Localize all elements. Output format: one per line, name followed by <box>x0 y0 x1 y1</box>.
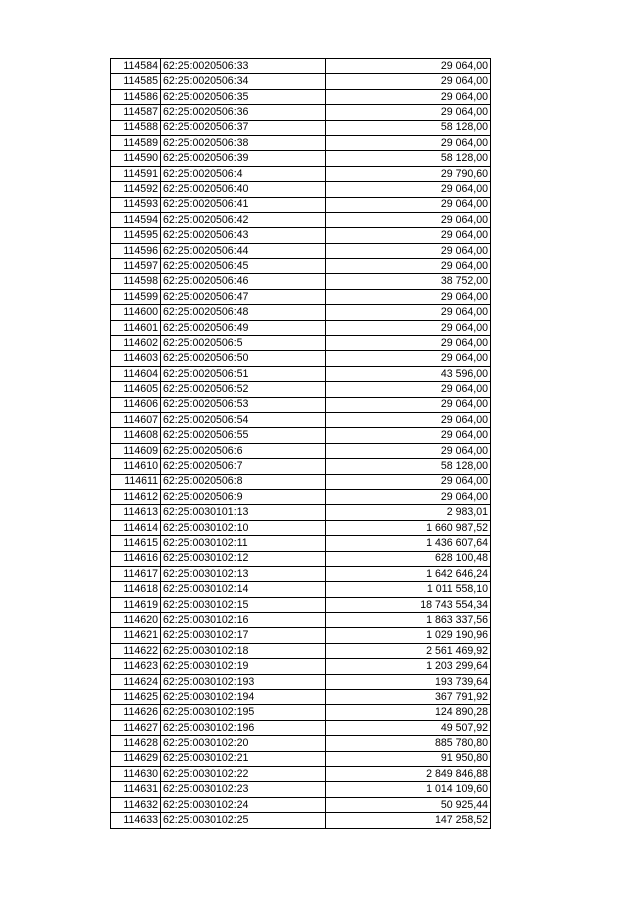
cadastral-number-cell: 62:25:0020506:36 <box>161 105 326 120</box>
row-number-cell: 114617 <box>111 566 161 581</box>
cadastral-value-cell: 58 128,00 <box>326 151 491 166</box>
row-number-cell: 114619 <box>111 597 161 612</box>
table-row <box>111 628 491 643</box>
cadastral-value-cell: 29 064,00 <box>326 105 491 120</box>
row-number-cell: 114595 <box>111 228 161 243</box>
row-number-cell: 114632 <box>111 797 161 812</box>
cadastral-value-cell: 1 436 607,64 <box>326 536 491 551</box>
table-row <box>111 59 491 74</box>
cadastral-number-cell: 62:25:0030102:23 <box>161 782 326 797</box>
table-row <box>111 766 491 781</box>
table-row <box>111 736 491 751</box>
row-number-cell: 114604 <box>111 366 161 381</box>
cadastral-value-cell: 124 890,28 <box>326 705 491 720</box>
row-number-cell: 114596 <box>111 243 161 258</box>
cadastral-number-cell: 62:25:0020506:48 <box>161 305 326 320</box>
row-number-cell: 114609 <box>111 443 161 458</box>
row-number-cell: 114602 <box>111 336 161 351</box>
cadastral-value-cell: 29 064,00 <box>326 182 491 197</box>
table-row <box>111 120 491 135</box>
cadastral-value-cell: 29 064,00 <box>326 382 491 397</box>
row-number-cell: 114624 <box>111 674 161 689</box>
row-number-cell: 114626 <box>111 705 161 720</box>
cadastral-value-cell: 2 561 469,92 <box>326 643 491 658</box>
cadastral-number-cell: 62:25:0030102:14 <box>161 582 326 597</box>
row-number-cell: 114593 <box>111 197 161 212</box>
row-number-cell: 114590 <box>111 151 161 166</box>
table-row <box>111 289 491 304</box>
cadastral-number-cell: 62:25:0020506:52 <box>161 382 326 397</box>
cadastral-number-cell: 62:25:0020506:49 <box>161 320 326 335</box>
cadastral-number-cell: 62:25:0030102:18 <box>161 643 326 658</box>
cadastral-value-cell: 628 100,48 <box>326 551 491 566</box>
cadastral-value-cell: 29 064,00 <box>326 489 491 504</box>
cadastral-number-cell: 62:25:0030102:193 <box>161 674 326 689</box>
cadastral-value-cell: 18 743 554,34 <box>326 597 491 612</box>
cadastral-number-cell: 62:25:0020506:35 <box>161 89 326 104</box>
row-number-cell: 114601 <box>111 320 161 335</box>
row-number-cell: 114633 <box>111 813 161 828</box>
row-number-cell: 114588 <box>111 120 161 135</box>
cadastral-number-cell: 62:25:0020506:38 <box>161 135 326 150</box>
row-number-cell: 114606 <box>111 397 161 412</box>
cadastral-value-cell: 50 925,44 <box>326 797 491 812</box>
cadastral-value-cell: 29 064,00 <box>326 74 491 89</box>
cadastral-number-cell: 62:25:0030102:20 <box>161 736 326 751</box>
table-row <box>111 243 491 258</box>
cadastral-value-cell: 1 660 987,52 <box>326 520 491 535</box>
cadastral-number-cell: 62:25:0020506:6 <box>161 443 326 458</box>
table-row <box>111 366 491 381</box>
table-row <box>111 474 491 489</box>
cadastral-number-cell: 62:25:0020506:46 <box>161 274 326 289</box>
cadastral-number-cell: 62:25:0020506:44 <box>161 243 326 258</box>
table-row <box>111 212 491 227</box>
cadastral-value-cell: 58 128,00 <box>326 459 491 474</box>
table-row <box>111 566 491 581</box>
table-row <box>111 489 491 504</box>
table-row <box>111 613 491 628</box>
cadastral-value-cell: 29 064,00 <box>326 212 491 227</box>
cadastral-number-cell: 62:25:0030102:21 <box>161 751 326 766</box>
row-number-cell: 114592 <box>111 182 161 197</box>
table-row <box>111 397 491 412</box>
cadastral-number-cell: 62:25:0030102:19 <box>161 659 326 674</box>
row-number-cell: 114631 <box>111 782 161 797</box>
cadastral-number-cell: 62:25:0020506:55 <box>161 428 326 443</box>
cadastral-value-cell: 58 128,00 <box>326 120 491 135</box>
cadastral-value-cell: 2 849 846,88 <box>326 766 491 781</box>
cadastral-number-cell: 62:25:0030102:24 <box>161 797 326 812</box>
table-row <box>111 720 491 735</box>
cadastral-number-cell: 62:25:0020506:47 <box>161 289 326 304</box>
row-number-cell: 114612 <box>111 489 161 504</box>
table-row <box>111 412 491 427</box>
cadastral-number-cell: 62:25:0020506:50 <box>161 351 326 366</box>
cadastral-value-cell: 1 203 299,64 <box>326 659 491 674</box>
cadastral-value-cell: 29 064,00 <box>326 320 491 335</box>
cadastral-value-cell: 29 790,60 <box>326 166 491 181</box>
table-row <box>111 520 491 535</box>
row-number-cell: 114610 <box>111 459 161 474</box>
cadastral-value-cell: 29 064,00 <box>326 474 491 489</box>
table-row <box>111 105 491 120</box>
cadastral-value-cell: 1 029 190,96 <box>326 628 491 643</box>
table-row <box>111 166 491 181</box>
cadastral-number-cell: 62:25:0030102:15 <box>161 597 326 612</box>
table-row <box>111 228 491 243</box>
cadastral-value-cell: 1 863 337,56 <box>326 613 491 628</box>
table-row <box>111 182 491 197</box>
table-row <box>111 797 491 812</box>
cadastral-value-cell: 38 752,00 <box>326 274 491 289</box>
cadastral-number-cell: 62:25:0020506:37 <box>161 120 326 135</box>
row-number-cell: 114585 <box>111 74 161 89</box>
table-row <box>111 705 491 720</box>
cadastral-value-cell: 49 507,92 <box>326 720 491 735</box>
row-number-cell: 114611 <box>111 474 161 489</box>
cadastral-value-cell: 29 064,00 <box>326 397 491 412</box>
cadastral-number-cell: 62:25:0020506:43 <box>161 228 326 243</box>
cadastral-number-cell: 62:25:0020506:39 <box>161 151 326 166</box>
row-number-cell: 114594 <box>111 212 161 227</box>
row-number-cell: 114627 <box>111 720 161 735</box>
cadastral-value-cell: 29 064,00 <box>326 428 491 443</box>
cadastral-number-cell: 62:25:0030102:13 <box>161 566 326 581</box>
cadastral-value-cell: 29 064,00 <box>326 243 491 258</box>
cadastral-value-cell: 29 064,00 <box>326 259 491 274</box>
table-row <box>111 197 491 212</box>
table-row <box>111 551 491 566</box>
row-number-cell: 114603 <box>111 351 161 366</box>
cadastral-value-cell: 29 064,00 <box>326 336 491 351</box>
cadastral-number-cell: 62:25:0030102:194 <box>161 690 326 705</box>
cadastral-number-cell: 62:25:0030102:22 <box>161 766 326 781</box>
cadastral-number-cell: 62:25:0020506:51 <box>161 366 326 381</box>
cadastral-value-cell: 367 791,92 <box>326 690 491 705</box>
row-number-cell: 114615 <box>111 536 161 551</box>
cadastral-value-cell: 29 064,00 <box>326 443 491 458</box>
table-row <box>111 382 491 397</box>
row-number-cell: 114589 <box>111 135 161 150</box>
cadastral-value-cell: 1 642 646,24 <box>326 566 491 581</box>
cadastral-number-cell: 62:25:0020506:7 <box>161 459 326 474</box>
cadastral-number-cell: 62:25:0020506:45 <box>161 259 326 274</box>
cadastral-value-cell: 29 064,00 <box>326 305 491 320</box>
cadastral-value-cell: 2 983,01 <box>326 505 491 520</box>
cadastral-number-cell: 62:25:0020506:4 <box>161 166 326 181</box>
cadastral-number-cell: 62:25:0030102:196 <box>161 720 326 735</box>
cadastral-value-cell: 29 064,00 <box>326 351 491 366</box>
cadastral-number-cell: 62:25:0030102:10 <box>161 520 326 535</box>
cadastral-value-cell: 147 258,52 <box>326 813 491 828</box>
row-number-cell: 114616 <box>111 551 161 566</box>
row-number-cell: 114607 <box>111 412 161 427</box>
table-row <box>111 274 491 289</box>
table-row <box>111 428 491 443</box>
row-number-cell: 114599 <box>111 289 161 304</box>
row-number-cell: 114584 <box>111 59 161 74</box>
cadastral-number-cell: 62:25:0020506:34 <box>161 74 326 89</box>
table-row <box>111 151 491 166</box>
cadastral-value-cell: 193 739,64 <box>326 674 491 689</box>
cadastral-number-cell: 62:25:0030102:12 <box>161 551 326 566</box>
table-row <box>111 74 491 89</box>
row-number-cell: 114600 <box>111 305 161 320</box>
table-row <box>111 813 491 828</box>
table-row <box>111 459 491 474</box>
row-number-cell: 114586 <box>111 89 161 104</box>
table-row <box>111 582 491 597</box>
table-row <box>111 320 491 335</box>
table-row <box>111 336 491 351</box>
row-number-cell: 114587 <box>111 105 161 120</box>
table-row <box>111 751 491 766</box>
cadastral-number-cell: 62:25:0020506:8 <box>161 474 326 489</box>
cadastral-value-cell: 29 064,00 <box>326 228 491 243</box>
cadastral-number-cell: 62:25:0020506:5 <box>161 336 326 351</box>
table-row <box>111 782 491 797</box>
cadastral-number-cell: 62:25:0030102:25 <box>161 813 326 828</box>
table-row <box>111 351 491 366</box>
row-number-cell: 114625 <box>111 690 161 705</box>
cadastral-value-cell: 29 064,00 <box>326 135 491 150</box>
row-number-cell: 114628 <box>111 736 161 751</box>
row-number-cell: 114605 <box>111 382 161 397</box>
row-number-cell: 114618 <box>111 582 161 597</box>
cadastral-number-cell: 62:25:0020506:42 <box>161 212 326 227</box>
row-number-cell: 114620 <box>111 613 161 628</box>
table-row <box>111 643 491 658</box>
cadastral-number-cell: 62:25:0030102:195 <box>161 705 326 720</box>
row-number-cell: 114614 <box>111 520 161 535</box>
cadastral-number-cell: 62:25:0030102:17 <box>161 628 326 643</box>
row-number-cell: 114623 <box>111 659 161 674</box>
cadastral-value-cell: 885 780,80 <box>326 736 491 751</box>
row-number-cell: 114608 <box>111 428 161 443</box>
table-row <box>111 443 491 458</box>
table-row <box>111 536 491 551</box>
cadastral-number-cell: 62:25:0020506:40 <box>161 182 326 197</box>
cadastral-value-cell: 29 064,00 <box>326 59 491 74</box>
table-row <box>111 674 491 689</box>
row-number-cell: 114629 <box>111 751 161 766</box>
cadastral-number-cell: 62:25:0030102:16 <box>161 613 326 628</box>
table-row <box>111 135 491 150</box>
cadastral-number-cell: 62:25:0020506:33 <box>161 59 326 74</box>
table-row <box>111 597 491 612</box>
cadastral-value-cell: 43 596,00 <box>326 366 491 381</box>
cadastral-value-cell: 29 064,00 <box>326 197 491 212</box>
row-number-cell: 114597 <box>111 259 161 274</box>
cadastral-value-cell: 1 014 109,60 <box>326 782 491 797</box>
cadastral-number-cell: 62:25:0020506:54 <box>161 412 326 427</box>
cadastral-value-cell: 29 064,00 <box>326 89 491 104</box>
cadastral-number-cell: 62:25:0020506:53 <box>161 397 326 412</box>
cadastral-value-cell: 29 064,00 <box>326 412 491 427</box>
table-row <box>111 89 491 104</box>
row-number-cell: 114630 <box>111 766 161 781</box>
cadastral-value-cell: 91 950,80 <box>326 751 491 766</box>
cadastral-number-cell: 62:25:0030102:11 <box>161 536 326 551</box>
row-number-cell: 114622 <box>111 643 161 658</box>
document-page <box>110 58 491 829</box>
table-row <box>111 505 491 520</box>
cadastral-value-cell: 1 011 558,10 <box>326 582 491 597</box>
row-number-cell: 114591 <box>111 166 161 181</box>
table-row <box>111 690 491 705</box>
cadastral-number-cell: 62:25:0020506:41 <box>161 197 326 212</box>
row-number-cell: 114613 <box>111 505 161 520</box>
row-number-cell: 114598 <box>111 274 161 289</box>
table-row <box>111 305 491 320</box>
table-row <box>111 659 491 674</box>
cadastral-value-table <box>110 58 491 829</box>
cadastral-number-cell: 62:25:0030101:13 <box>161 505 326 520</box>
row-number-cell: 114621 <box>111 628 161 643</box>
table-row <box>111 259 491 274</box>
cadastral-number-cell: 62:25:0020506:9 <box>161 489 326 504</box>
table-body <box>111 59 491 829</box>
cadastral-value-cell: 29 064,00 <box>326 289 491 304</box>
